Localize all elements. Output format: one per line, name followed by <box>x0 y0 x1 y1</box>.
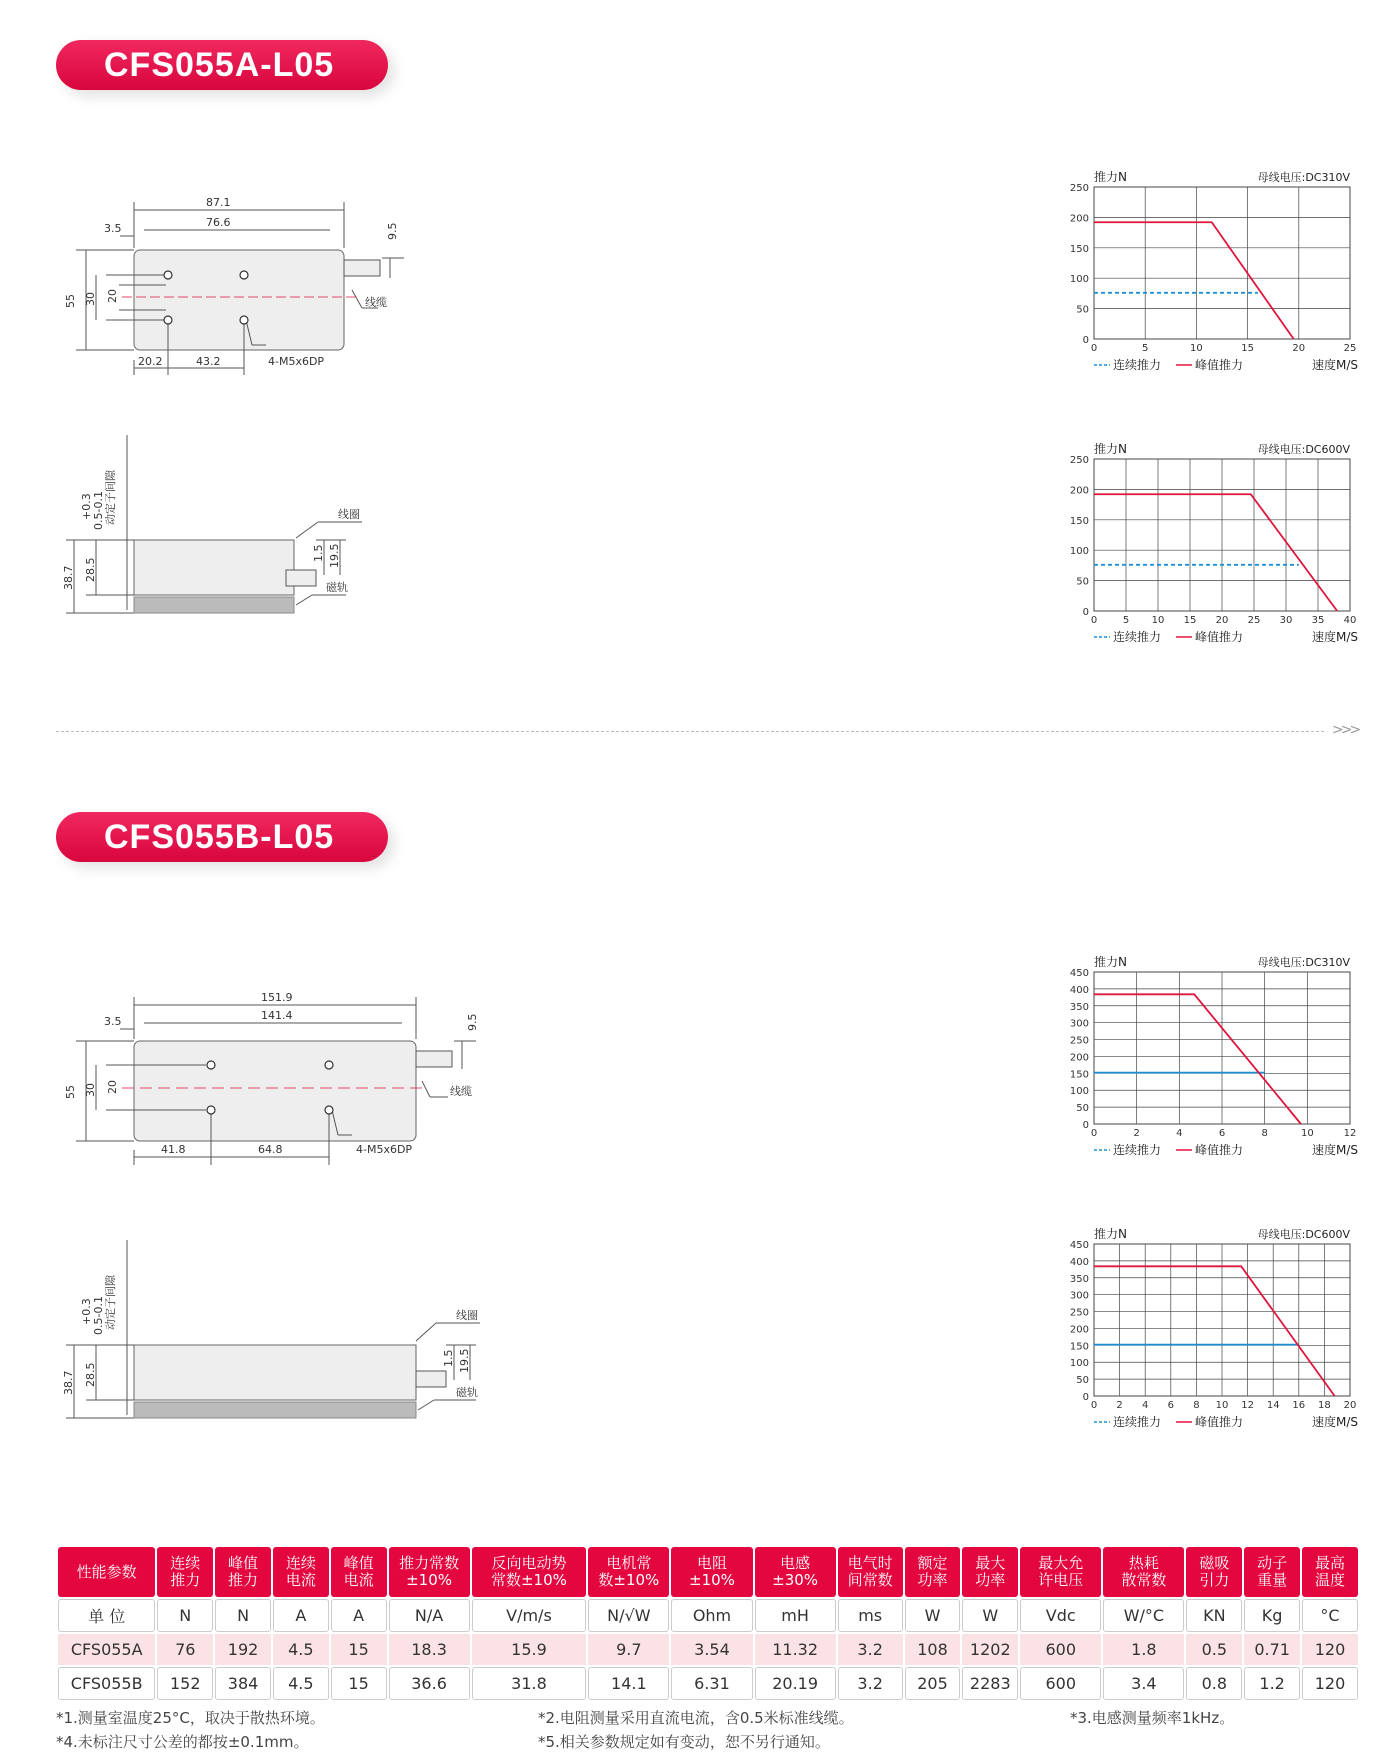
table-cell: 76 <box>157 1634 213 1665</box>
dim-hole-pitch: 43.2 <box>196 355 221 368</box>
table-cell: 15.9 <box>472 1634 587 1665</box>
table-row-cfs055a <box>58 1634 1358 1665</box>
x-tick-label: 20 <box>1215 615 1229 626</box>
x-tick-label: 16 <box>1292 1400 1306 1411</box>
chart-b-dc600v <box>1060 1222 1360 1437</box>
dim-cable-width: 9.5 <box>466 1013 479 1031</box>
dim-overall-length: 87.1 <box>206 196 231 209</box>
x-tick-label: 2 <box>1116 1400 1123 1411</box>
x-tick-label: 0 <box>1090 1400 1098 1411</box>
table-cell: 1.2 <box>1244 1667 1300 1700</box>
table-cell: 120 <box>1302 1634 1358 1665</box>
x-tick-label: 12 <box>1343 1128 1357 1139</box>
x-tick-label: 40 <box>1343 615 1357 626</box>
header-cell: 连续 推力 <box>157 1547 213 1597</box>
header-cell: 动子 重量 <box>1244 1547 1300 1597</box>
unit-cell: 单 位 <box>58 1599 155 1632</box>
dim-hole-pitch: 64.8 <box>258 1143 283 1156</box>
y-axis-label: 推力N <box>1094 1227 1127 1241</box>
legend-peak-label: 峰值推力 <box>1195 630 1244 644</box>
x-tick-label: 15 <box>1241 343 1254 354</box>
y-tick-label: 450 <box>1069 1240 1089 1251</box>
x-axis-label: 速度M/S <box>1311 630 1358 644</box>
peak-force-line <box>1094 222 1294 339</box>
section-a-title: CFS055A-L05 <box>104 46 335 84</box>
callout-air-gap: 动定子间隙 <box>104 1275 117 1330</box>
header-cell: 峰值 电流 <box>331 1547 387 1597</box>
table-cell: 205 <box>905 1667 961 1700</box>
section-a-side-view-drawing <box>56 430 386 620</box>
table-cell: 36.6 <box>389 1667 470 1700</box>
section-separator <box>56 731 1324 732</box>
y-tick-label: 0 <box>1082 1392 1089 1403</box>
note-5: *5.相关参数规定如有变动，恕不另行通知。 <box>538 1733 830 1751</box>
y-tick-label: 200 <box>1069 485 1089 497</box>
separator-arrow: >>> <box>1332 722 1359 738</box>
chart-grid <box>1094 187 1350 339</box>
x-tick-label: 25 <box>1247 615 1261 626</box>
y-tick-label: 150 <box>1069 1341 1089 1353</box>
peak-force-line <box>1094 494 1337 611</box>
y-tick-label: 0 <box>1082 607 1089 618</box>
callout-air-gap: 动定子间隙 <box>104 470 117 525</box>
x-tick-label: 6 <box>1167 1400 1174 1411</box>
table-cell: 0.5 <box>1186 1634 1242 1665</box>
legend-peak-label: 峰值推力 <box>1195 358 1244 372</box>
y-tick-label: 250 <box>1069 455 1089 466</box>
y-tick-label: 100 <box>1069 546 1089 558</box>
table-cell: 0.71 <box>1244 1634 1300 1665</box>
unit-cell: Vdc <box>1020 1599 1101 1632</box>
dim-inner-length: 141.4 <box>261 1009 293 1022</box>
bus-voltage-label: 母线电压:DC310V <box>1257 171 1350 184</box>
y-tick-label: 400 <box>1069 1256 1089 1268</box>
y-tick-label: 50 <box>1076 304 1089 316</box>
table-header-row <box>58 1547 1358 1597</box>
x-tick-label: 8 <box>1193 1400 1200 1411</box>
callout-cable: 线缆 <box>450 1085 472 1098</box>
table-unit-row <box>58 1599 1358 1632</box>
y-tick-label: 100 <box>1069 274 1089 286</box>
chart-grid <box>1094 459 1350 611</box>
table-cell: 2283 <box>962 1667 1018 1700</box>
legend-continuous-label: 连续推力 <box>1113 1143 1162 1157</box>
section-a-top-view-drawing <box>56 190 399 390</box>
header-cell: 最大允 许电压 <box>1020 1547 1101 1597</box>
header-cell: 性能参数 <box>58 1547 155 1597</box>
header-cell: 电机常 数±10% <box>588 1547 669 1597</box>
section-b-title: CFS055B-L05 <box>104 818 335 856</box>
table-cell: CFS055A <box>58 1634 155 1665</box>
dim-overall-length: 151.9 <box>261 991 293 1004</box>
y-tick-label: 150 <box>1069 515 1089 527</box>
header-cell: 最大 功率 <box>962 1547 1018 1597</box>
y-tick-label: 0 <box>1082 335 1089 346</box>
legend-peak-label: 峰值推力 <box>1195 1415 1244 1429</box>
section-b-side-view-drawing <box>56 1235 496 1425</box>
table-cell: 108 <box>905 1634 961 1665</box>
x-tick-label: 0 <box>1090 343 1098 354</box>
unit-cell: W/°C <box>1103 1599 1184 1632</box>
callout-cable: 线缆 <box>365 296 387 309</box>
dim-cable-width: 9.5 <box>386 222 399 240</box>
table-cell: 3.2 <box>838 1634 903 1665</box>
table-cell: 15 <box>331 1667 387 1700</box>
bus-voltage-label: 母线电压:DC310V <box>1257 956 1350 969</box>
callout-holes: 4-M5x6DP <box>268 355 325 368</box>
y-tick-label: 100 <box>1069 1086 1089 1098</box>
x-tick-label: 2 <box>1133 1128 1140 1139</box>
x-tick-label: 4 <box>1176 1128 1183 1139</box>
note-3: *3.电感测量频率1kHz。 <box>1070 1709 1235 1727</box>
table-cell: 9.7 <box>588 1634 669 1665</box>
table-cell: 11.32 <box>755 1634 836 1665</box>
header-cell: 连续 电流 <box>273 1547 329 1597</box>
header-cell: 峰值 推力 <box>215 1547 271 1597</box>
y-tick-label: 200 <box>1069 1052 1089 1064</box>
section-b-title-banner <box>56 812 388 862</box>
note-1: *1.测量室温度25°C，取决于散热环境。 <box>56 1709 325 1727</box>
legend-peak-label: 峰值推力 <box>1195 1143 1244 1157</box>
dim-inner-length: 76.6 <box>206 216 231 229</box>
x-axis-label: 速度M/S <box>1311 1415 1358 1429</box>
y-tick-label: 150 <box>1069 1069 1089 1081</box>
y-axis-label: 推力N <box>1094 170 1127 184</box>
header-cell: 电阻 ±10% <box>671 1547 752 1597</box>
y-tick-label: 350 <box>1069 1273 1089 1285</box>
x-tick-label: 20 <box>1292 343 1306 354</box>
x-tick-label: 10 <box>1190 343 1203 354</box>
table-cell: 18.3 <box>389 1634 470 1665</box>
dim-hole-span: 30 <box>84 1083 97 1097</box>
x-tick-label: 0 <box>1090 1128 1098 1139</box>
header-cell: 额定 功率 <box>905 1547 961 1597</box>
table-cell: 1202 <box>962 1634 1018 1665</box>
x-tick-label: 35 <box>1311 615 1325 626</box>
dim-gap-tolerance: 0.5-0.1 <box>92 1296 105 1335</box>
y-tick-label: 200 <box>1069 213 1089 225</box>
header-cell: 反向电动势 常数±10% <box>472 1547 587 1597</box>
section-a-title-banner <box>56 40 388 90</box>
unit-cell: °C <box>1302 1599 1358 1632</box>
dim-body-height: 28.5 <box>84 557 97 582</box>
table-cell: 3.54 <box>671 1634 752 1665</box>
table-row-cfs055b <box>58 1667 1358 1700</box>
unit-cell: Ohm <box>671 1599 752 1632</box>
dim-offset: 3.5 <box>104 222 122 235</box>
chart-a-dc600v <box>1060 437 1360 652</box>
y-tick-label: 50 <box>1076 576 1089 588</box>
x-tick-label: 10 <box>1151 615 1165 626</box>
unit-cell: ms <box>838 1599 903 1632</box>
y-tick-label: 250 <box>1069 1035 1089 1047</box>
y-tick-label: 400 <box>1069 984 1089 996</box>
note-4: *4.未标注尺寸公差的都按±0.1mm。 <box>56 1733 309 1751</box>
y-tick-label: 300 <box>1069 1018 1089 1030</box>
chart-b-dc310v <box>1060 950 1360 1165</box>
x-tick-label: 10 <box>1215 1400 1229 1411</box>
dim-gap-tolerance: 0.5-0.1 <box>92 491 105 530</box>
table-cell: 15 <box>331 1634 387 1665</box>
x-tick-label: 25 <box>1343 343 1357 354</box>
table-cell: 120 <box>1302 1667 1358 1700</box>
dim-hole-offset: 41.8 <box>161 1143 186 1156</box>
y-tick-label: 250 <box>1069 1307 1089 1319</box>
legend-continuous-label: 连续推力 <box>1113 1415 1162 1429</box>
unit-cell: Kg <box>1244 1599 1300 1632</box>
x-tick-label: 10 <box>1300 1128 1314 1139</box>
table-cell: 3.2 <box>838 1667 903 1700</box>
header-cell: 最高 温度 <box>1302 1547 1358 1597</box>
table-cell: 6.31 <box>671 1667 752 1700</box>
header-cell: 热耗 散常数 <box>1103 1547 1184 1597</box>
note-2: *2.电阻测量采用直流电流，含0.5米标准线缆。 <box>538 1709 854 1727</box>
y-tick-label: 200 <box>1069 1324 1089 1336</box>
table-cell: 152 <box>157 1667 213 1700</box>
table-cell: 3.4 <box>1103 1667 1184 1700</box>
section-b-top-view-drawing <box>56 985 496 1175</box>
callout-magnet-track: 磁轨 <box>326 581 348 594</box>
dim-hole-offset: 20.2 <box>138 355 163 368</box>
dim-total-height: 38.7 <box>62 565 75 590</box>
table-cell: 600 <box>1020 1634 1101 1665</box>
table-cell: 600 <box>1020 1667 1101 1700</box>
chart-a-dc310v <box>1060 165 1360 380</box>
callout-magnet-track: 磁轨 <box>456 1386 478 1399</box>
legend-continuous-label: 连续推力 <box>1113 358 1162 372</box>
y-tick-label: 50 <box>1076 1375 1089 1387</box>
x-tick-label: 4 <box>1142 1400 1149 1411</box>
dim-cable-height: 19.5 <box>328 543 341 568</box>
table-cell: 14.1 <box>588 1667 669 1700</box>
performance-spec-table <box>56 1545 1360 1702</box>
unit-cell: N <box>215 1599 271 1632</box>
x-tick-label: 5 <box>1122 615 1130 626</box>
dim-total-height: 38.7 <box>62 1370 75 1395</box>
unit-cell: mH <box>755 1599 836 1632</box>
y-tick-label: 50 <box>1076 1103 1089 1115</box>
x-tick-label: 18 <box>1318 1400 1331 1411</box>
bus-voltage-label: 母线电压:DC600V <box>1257 443 1350 456</box>
dim-height: 55 <box>64 294 77 308</box>
bus-voltage-label: 母线电压:DC600V <box>1257 1228 1350 1241</box>
dim-offset: 3.5 <box>104 1015 122 1028</box>
y-tick-label: 0 <box>1082 1120 1089 1131</box>
header-cell: 推力常数 ±10% <box>389 1547 470 1597</box>
x-tick-label: 5 <box>1142 343 1149 354</box>
table-cell: 4.5 <box>273 1634 329 1665</box>
table-cell: 192 <box>215 1634 271 1665</box>
dim-gap-tolerance-upper: +0.3 <box>80 493 93 520</box>
y-axis-label: 推力N <box>1094 442 1127 456</box>
table-cell: 384 <box>215 1667 271 1700</box>
dim-height: 55 <box>64 1085 77 1099</box>
unit-cell: A <box>273 1599 329 1632</box>
unit-cell: W <box>905 1599 961 1632</box>
dim-gap-small: 1.5 <box>312 544 325 562</box>
dim-hole-inner: 20 <box>106 289 119 303</box>
x-tick-label: 8 <box>1261 1128 1268 1139</box>
callout-coil: 线圈 <box>338 508 360 521</box>
unit-cell: V/m/s <box>472 1599 587 1632</box>
x-tick-label: 0 <box>1090 615 1098 626</box>
unit-cell: N/√W <box>588 1599 669 1632</box>
unit-cell: N <box>157 1599 213 1632</box>
peak-force-line <box>1094 994 1301 1124</box>
x-axis-label: 速度M/S <box>1311 1143 1358 1157</box>
dim-hole-inner: 20 <box>106 1080 119 1094</box>
callout-coil: 线圈 <box>456 1309 478 1322</box>
x-axis-label: 速度M/S <box>1311 358 1358 372</box>
y-tick-label: 450 <box>1069 968 1089 979</box>
dim-gap-small: 1.5 <box>442 1349 455 1367</box>
y-tick-label: 350 <box>1069 1001 1089 1013</box>
unit-cell: N/A <box>389 1599 470 1632</box>
legend-continuous-label: 连续推力 <box>1113 630 1162 644</box>
unit-cell: W <box>962 1599 1018 1632</box>
x-tick-label: 12 <box>1241 1400 1254 1411</box>
unit-cell: KN <box>1186 1599 1242 1632</box>
plot-frame <box>1094 187 1350 339</box>
y-tick-label: 100 <box>1069 1358 1089 1370</box>
header-cell: 磁吸 引力 <box>1186 1547 1242 1597</box>
dim-hole-span: 30 <box>84 292 97 306</box>
dim-gap-tolerance-upper: +0.3 <box>80 1298 93 1325</box>
table-cell: 1.8 <box>1103 1634 1184 1665</box>
table-cell: 20.19 <box>755 1667 836 1700</box>
y-tick-label: 150 <box>1069 243 1089 255</box>
y-axis-label: 推力N <box>1094 955 1127 969</box>
callout-holes: 4-M5x6DP <box>356 1143 413 1156</box>
header-cell: 电感 ±30% <box>755 1547 836 1597</box>
dim-cable-height: 19.5 <box>458 1348 471 1373</box>
y-tick-label: 250 <box>1069 183 1089 194</box>
table-cell: 31.8 <box>472 1667 587 1700</box>
dim-body-height: 28.5 <box>84 1362 97 1387</box>
x-tick-label: 6 <box>1218 1128 1226 1139</box>
x-tick-label: 30 <box>1279 615 1293 626</box>
x-tick-label: 14 <box>1266 1400 1280 1411</box>
unit-cell: A <box>331 1599 387 1632</box>
table-cell: 4.5 <box>273 1667 329 1700</box>
header-cell: 电气时 间常数 <box>838 1547 903 1597</box>
x-tick-label: 20 <box>1343 1400 1357 1411</box>
table-cell: CFS055B <box>58 1667 155 1700</box>
y-tick-label: 300 <box>1069 1290 1089 1302</box>
x-tick-label: 15 <box>1183 615 1197 626</box>
table-cell: 0.8 <box>1186 1667 1242 1700</box>
